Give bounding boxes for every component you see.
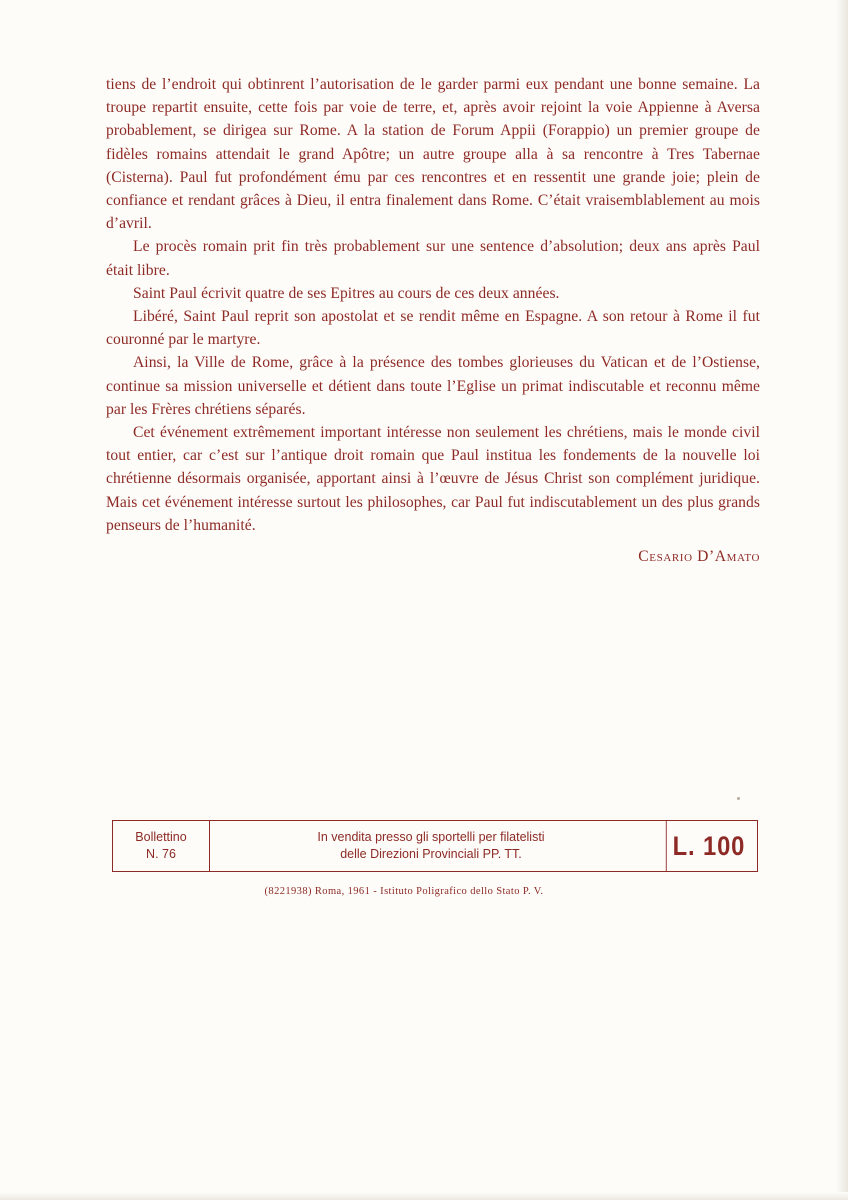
sale-info-line-1: In vendita presso gli sportelli per filatelisti <box>317 830 545 844</box>
sale-info-line-2: delle Direzioni Provinciali PP. TT. <box>340 847 522 861</box>
article-paragraph-6: Cet événement extrêmement important intéresse non seulement les chrétiens, mais le monde civil tout entier, car c’est sur l’antique droit romain que Paul institua les fondements de la nouvelle loi chrétienne désormais organisée, apportant ainsi à l’œuvre de Jésus Christ son complément juridique. Mais cet événement intéresse surtout les philosophes, car Paul fut indiscutablement un des plus grands penseurs de l’humanité. <box>106 424 760 534</box>
bulletin-number: N. 76 <box>146 847 176 861</box>
price-cell <box>666 821 751 871</box>
printer-imprint: (8221938) Roma, 1961 - Istituto Poligrafico dello Stato P. V. <box>264 886 544 897</box>
article-paragraph-3: Saint Paul écrivit quatre de ses Epitres au cours de ces deux années. <box>133 284 560 302</box>
article-paragraph-1: tiens de l’endroit qui obtinrent l’autorisation de le garder parmi eux pendant une bonne semaine. La troupe repartit ensuite, cette fois par voie de terre, et, après avoir rejoint la voie Appienne à Aversa probablement, se dirigea sur Rome. A la station de Forum Appii (Forappio) un premier groupe de fidèles romains attendait le grand Apôtre; un autre groupe alla à sa rencontre à Tres Tabernae (Cisterna). Paul fut profondément ému par ces rencontres et en ressentit une grande joie; plein de confiance et rendant grâces à Dieu, il entra finalement dans Rome. C’était vraisemblablement au mois d’avril. <box>106 76 760 233</box>
paper-speck <box>737 797 740 800</box>
page-bottom-shadow <box>0 1192 848 1200</box>
article-body <box>106 73 760 568</box>
bulletin-number-cell <box>113 821 210 871</box>
price-label: L. 100 <box>672 830 746 861</box>
footer-info-box <box>112 820 758 872</box>
bulletin-label: Bollettino <box>135 830 187 844</box>
page-edge-shadow <box>836 0 848 1200</box>
article-paragraph-5: Ainsi, la Ville de Rome, grâce à la présence des tombes glorieuses du Vatican et de l’Ostiense, continue sa mission universelle et détient dans toute l’Eglise un primat indiscutable et reconnu même par les Frères chrétiens séparés. <box>106 354 760 418</box>
article-paragraph-2: Le procès romain prit fin très probablement sur une sentence d’absolution; deux ans après Paul était libre. <box>106 238 760 279</box>
author-signature: Cesario D’Amato <box>638 548 760 566</box>
sale-info-cell <box>210 821 652 871</box>
article-paragraph-4: Libéré, Saint Paul reprit son apostolat et se rendit même en Espagne. A son retour à Rome il fut couronné par le martyre. <box>106 308 760 349</box>
